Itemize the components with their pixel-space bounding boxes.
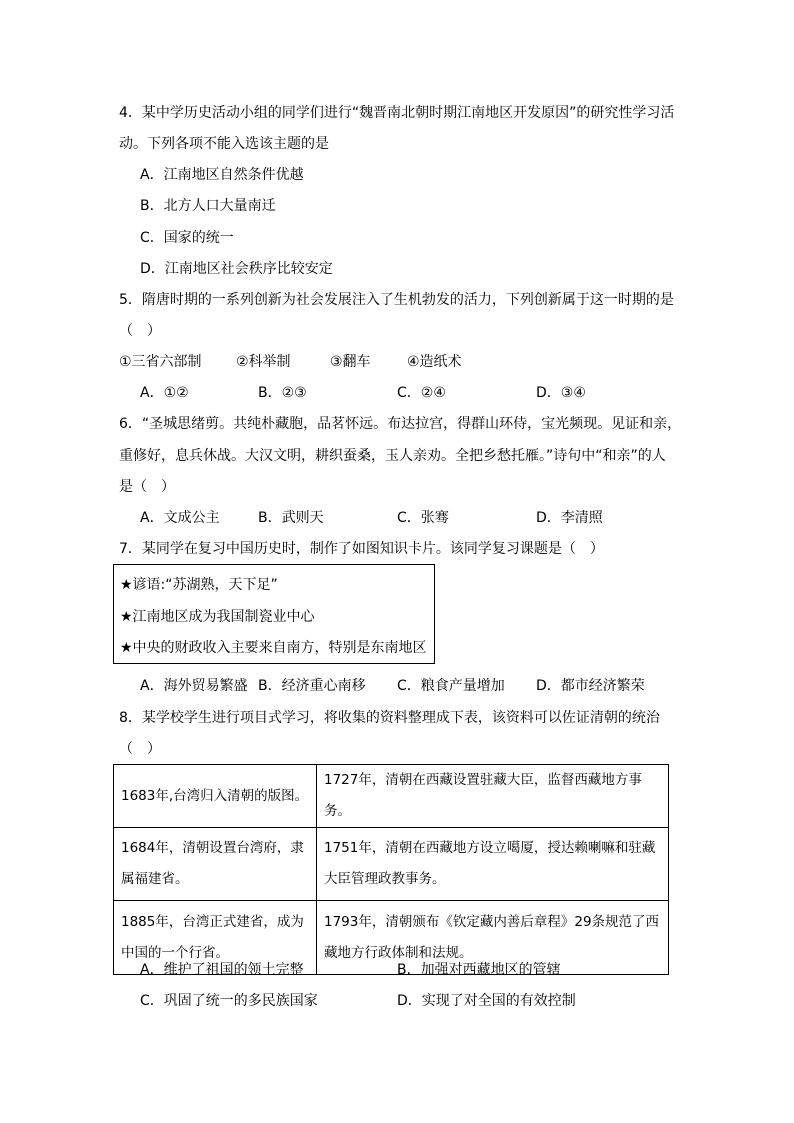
q8-option-a: A．维护了祖国的领土完整 [140, 962, 304, 978]
q8-stem-line1: 8．某学校学生进行项目式学习，将收集的资料整理成下表，该资料可以佐证清朝的统治 [119, 710, 660, 726]
q5-item-2: ②科举制 [236, 354, 291, 370]
q8-option-b: B．加强对西藏地区的管辖 [397, 962, 561, 978]
q4-stem-line1: 4．某中学历史活动小组的同学们进行“魏晋南北朝时期江南地区开发原因”的研究性学习活 [119, 105, 675, 121]
q4-stem-line2: 动。下列各项不能入选该主题的是 [119, 136, 329, 152]
table-cell: 1683年,台湾归入清朝的版图。 [114, 765, 317, 828]
q7-option-c: C．粮食产量增加 [397, 678, 505, 694]
q5-item-4: ④造纸术 [407, 354, 462, 370]
table-cell: 1885年，台湾正式建省，成为中国的一个行省。 [114, 901, 317, 975]
q8-stem-line2: （ ） [119, 741, 161, 757]
q7-card-line-2: ★江南地区成为我国制瓷业中心 [120, 609, 315, 625]
q4-option-a: A．江南地区自然条件优越 [140, 167, 304, 183]
q5-stem-line2: （ ） [119, 323, 161, 339]
q6-stem-line1: 6．“圣城思绪剪。共纯朴藏胞，品茗怀远。布达拉宫，得群山环侍，宝光频现。见证和亲， [119, 416, 682, 432]
table-row [114, 765, 669, 828]
q6-stem-line3: 是（ ） [119, 479, 175, 495]
q7-option-b: B．经济重心南移 [258, 678, 366, 694]
q5-stem-line1: 5．隋唐时期的一系列创新为社会发展注入了生机勃发的活力，下列创新属于这一时期的是 [119, 292, 674, 308]
q4-option-c: C．国家的统一 [140, 230, 234, 246]
q5-option-d: D．③④ [536, 385, 586, 401]
q7-card-line-3: ★中央的财政收入主要来自南方，特别是东南地区 [120, 640, 427, 656]
q5-option-b: B．②③ [258, 385, 307, 401]
table-cell: 1727年，清朝在西藏设置驻藏大臣，监督西藏地方事务。 [317, 765, 669, 828]
table-cell: 1751年，清朝在西藏地方设立噶厦，授达赖喇嘛和驻藏大臣管理政教事务。 [317, 828, 669, 901]
q5-item-3: ③翻车 [330, 354, 371, 370]
q7-knowledge-card [113, 564, 435, 664]
q4-option-d: D．江南地区社会秩序比较安定 [140, 261, 333, 277]
q6-option-d: D．李清照 [536, 510, 603, 526]
table-row [114, 828, 669, 901]
q7-stem: 7．某同学在复习中国历史时，制作了如图知识卡片。该同学复习课题是（ ） [119, 541, 604, 557]
q6-option-b: B．武则天 [258, 510, 324, 526]
q6-option-c: C．张骞 [397, 510, 449, 526]
q8-option-c: C．巩固了统一的多民族国家 [140, 993, 318, 1009]
q6-option-a: A．文成公主 [140, 510, 220, 526]
table-cell: 1793年，清朝颁布《钦定藏内善后章程》29条规范了西藏地方行政体制和法规。 [317, 901, 669, 975]
q5-option-a: A．①② [140, 385, 189, 401]
q8-option-d: D．实现了对全国的有效控制 [397, 993, 576, 1009]
q8-material-table [113, 764, 669, 975]
q5-option-c: C．②④ [397, 385, 446, 401]
q6-stem-line2: 重修好，息兵休战。大汉文明，耕织蚕桑，玉人亲劝。全把乡愁托雁。”诗句中“和亲”的人 [119, 448, 666, 464]
q4-option-b: B．北方人口大量南迁 [140, 198, 276, 214]
table-cell: 1684年，清朝设置台湾府，隶属福建省。 [114, 828, 317, 901]
q7-card-line-1: ★谚语:“苏湖熟，天下足” [120, 577, 278, 593]
q5-item-1: ①三省六部制 [119, 354, 202, 370]
q7-option-d: D．都市经济繁荣 [536, 678, 645, 694]
q7-option-a: A．海外贸易繁盛 [140, 678, 248, 694]
